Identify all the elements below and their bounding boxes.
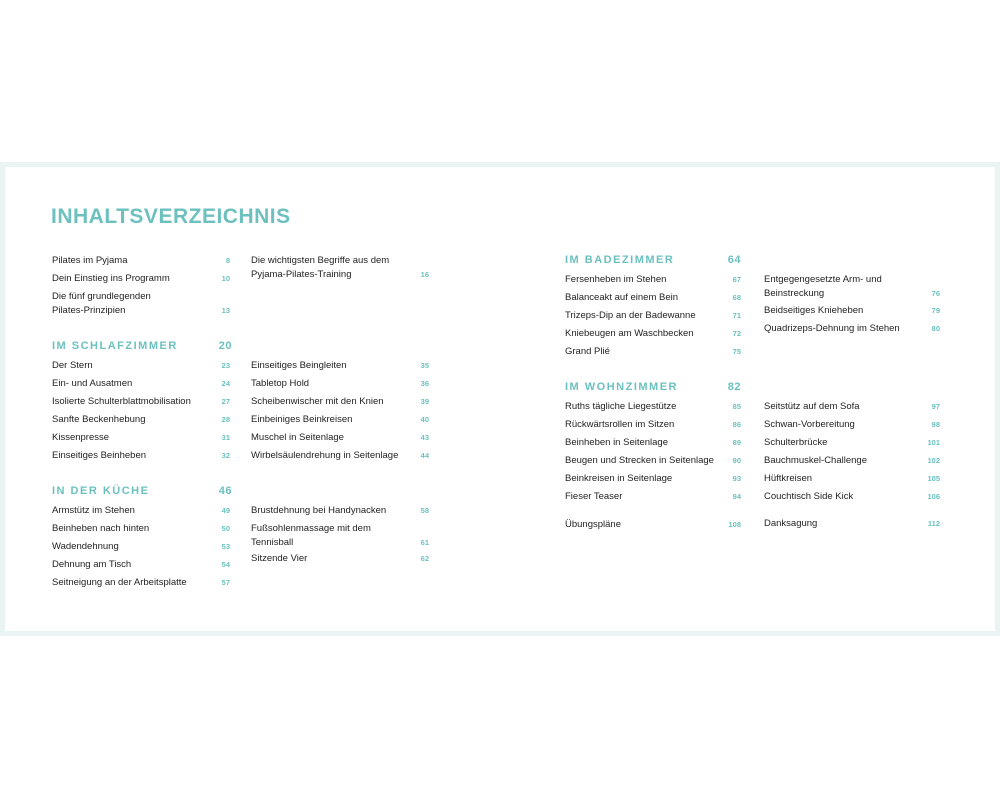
toc-entry[interactable] bbox=[565, 518, 743, 532]
toc-entry-page: 27 bbox=[221, 397, 230, 406]
toc-entry[interactable] bbox=[52, 290, 232, 317]
toc-entry-page: 53 bbox=[221, 542, 230, 551]
toc-entry[interactable] bbox=[52, 504, 232, 518]
toc-entry-page: 23 bbox=[221, 361, 230, 370]
toc-entry-page: 106 bbox=[927, 492, 940, 501]
toc-entry-title: Beinkreisen in Seitenlage bbox=[565, 473, 673, 484]
toc-entry-title: Fußsohlenmassage mit dem Tennisball bbox=[251, 523, 371, 548]
toc-entry-title: Wirbelsäulendrehung in Seitenlage bbox=[251, 450, 399, 461]
toc-entry-title: Entgegengesetzte Arm- und Beinstreckung bbox=[764, 274, 882, 299]
toc-entry-title: Schulterbrücke bbox=[764, 437, 828, 448]
toc-entry[interactable] bbox=[251, 254, 431, 281]
toc-entry-page: 68 bbox=[732, 293, 741, 302]
toc-entry-title: Tabletop Hold bbox=[251, 378, 310, 389]
toc-entry-title: Grand Plié bbox=[565, 346, 610, 357]
toc-entry-page: 61 bbox=[420, 537, 429, 547]
toc-entry[interactable] bbox=[52, 540, 232, 554]
toc-entry-page: 102 bbox=[927, 456, 940, 465]
toc-entry-title: Muschel in Seitenlage bbox=[251, 432, 344, 443]
section-page: 64 bbox=[727, 254, 741, 266]
toc-entry-page: 71 bbox=[732, 311, 741, 320]
toc-entry-page: 58 bbox=[420, 506, 429, 515]
toc-entry[interactable] bbox=[251, 504, 431, 518]
toc-entry-page: 36 bbox=[420, 379, 429, 388]
toc-entry-page: 40 bbox=[420, 415, 429, 424]
toc-entry-page: 101 bbox=[927, 438, 940, 447]
toc-entry[interactable] bbox=[565, 273, 743, 287]
toc-entry[interactable] bbox=[52, 558, 232, 572]
toc-entry-title: Quadrizeps-Dehnung im Stehen bbox=[764, 323, 900, 334]
toc-entry-title: Armstütz im Stehen bbox=[52, 505, 135, 516]
toc-entry[interactable] bbox=[52, 359, 232, 373]
toc-entry-title: Seitstütz auf dem Sofa bbox=[764, 401, 860, 412]
toc-entry-page: 44 bbox=[420, 451, 429, 460]
toc-entry-title: Bauchmuskel-Challenge bbox=[764, 455, 867, 466]
toc-entry-title: Rückwärtsrollen im Sitzen bbox=[565, 419, 675, 430]
toc-entry[interactable] bbox=[52, 431, 232, 445]
section-heading-wohnzimmer[interactable] bbox=[565, 381, 741, 393]
toc-entry-page: 35 bbox=[420, 361, 429, 370]
toc-entry[interactable] bbox=[251, 449, 431, 463]
toc-entry-title: Kissenpresse bbox=[52, 432, 110, 443]
toc-entry-page: 39 bbox=[420, 397, 429, 406]
toc-entry-page: 90 bbox=[732, 456, 741, 465]
toc-entry[interactable] bbox=[764, 436, 942, 450]
toc-entry-page: 57 bbox=[221, 578, 230, 587]
toc-entry[interactable] bbox=[764, 517, 942, 531]
toc-entry[interactable] bbox=[565, 327, 743, 341]
toc-entry-title: Couchtisch Side Kick bbox=[764, 491, 854, 502]
toc-entry[interactable] bbox=[764, 472, 942, 486]
section-title: IN DER KÜCHE bbox=[52, 485, 150, 497]
toc-entry-page: 75 bbox=[732, 347, 741, 356]
toc-entry-page: 54 bbox=[221, 560, 230, 569]
toc-entry[interactable] bbox=[565, 454, 743, 468]
toc-entry-page: 43 bbox=[420, 433, 429, 442]
toc-entry[interactable] bbox=[52, 576, 232, 590]
toc-entry-title: Wadendehnung bbox=[52, 541, 119, 552]
toc-entry-title: Beinheben nach hinten bbox=[52, 523, 150, 534]
toc-entry-title: Beidseitiges Knieheben bbox=[764, 305, 864, 316]
toc-entry-title: Isolierte Schulterblattmobilisation bbox=[52, 396, 191, 407]
toc-entry[interactable] bbox=[52, 254, 232, 268]
toc-entry[interactable] bbox=[764, 273, 942, 300]
toc-entry[interactable] bbox=[251, 377, 431, 391]
toc-entry-page: 85 bbox=[732, 402, 741, 411]
toc-entry[interactable] bbox=[764, 418, 942, 432]
toc-entry-page: 62 bbox=[420, 554, 429, 563]
toc-entry[interactable] bbox=[764, 400, 942, 414]
page-title: INHALTSVERZEICHNIS bbox=[51, 205, 291, 228]
toc-entry[interactable] bbox=[565, 436, 743, 450]
toc-entry-title: Dein Einstieg ins Programm bbox=[52, 273, 170, 284]
toc-entry[interactable] bbox=[52, 449, 232, 463]
toc-entry[interactable] bbox=[251, 552, 431, 566]
toc-entry-title: Scheibenwischer mit den Knien bbox=[251, 396, 384, 407]
toc-entry-title: Ein- und Ausatmen bbox=[52, 378, 133, 389]
section-title: IM BADEZIMMER bbox=[565, 254, 675, 266]
toc-entry-page: 24 bbox=[221, 379, 230, 388]
toc-entry[interactable] bbox=[565, 291, 743, 305]
toc-entry-title: Fersenheben im Stehen bbox=[565, 274, 667, 285]
section-page: 82 bbox=[727, 381, 741, 393]
toc-entry[interactable] bbox=[251, 431, 431, 445]
toc-entry[interactable] bbox=[565, 418, 743, 432]
toc-entry-page: 28 bbox=[221, 415, 230, 424]
toc-entry-title: Beinheben in Seitenlage bbox=[565, 437, 669, 448]
toc-entry[interactable] bbox=[52, 272, 232, 286]
toc-entry-page: 72 bbox=[732, 329, 741, 338]
toc-entry[interactable] bbox=[565, 345, 743, 359]
toc-entry-title: Schwan-Vorbereitung bbox=[764, 419, 855, 430]
toc-entry-page: 16 bbox=[420, 269, 429, 279]
toc-entry-page: 93 bbox=[732, 474, 741, 483]
toc-entry-title: Die wichtigsten Begriffe aus dem Pyjama-Pilates-Training bbox=[251, 255, 390, 280]
toc-entry-page: 97 bbox=[931, 402, 940, 411]
toc-entry[interactable] bbox=[251, 413, 431, 427]
toc-entry[interactable] bbox=[52, 522, 232, 536]
toc-entry[interactable] bbox=[764, 304, 942, 318]
toc-entry-page: 89 bbox=[732, 438, 741, 447]
section-heading-badezimmer[interactable] bbox=[565, 254, 741, 266]
toc-entry-title: Übungspläne bbox=[565, 519, 621, 530]
toc-entry-title: Seitneigung an der Arbeitsplatte bbox=[52, 577, 187, 588]
toc-entry[interactable] bbox=[251, 359, 431, 373]
toc-entry-page: 32 bbox=[221, 451, 230, 460]
toc-entry[interactable] bbox=[764, 322, 942, 336]
toc-entry-page: 79 bbox=[931, 306, 940, 315]
toc-entry-title: Ruths tägliche Liegestütze bbox=[565, 401, 677, 412]
toc-entry-page: 49 bbox=[221, 506, 230, 515]
toc-entry-title: Dehnung am Tisch bbox=[52, 559, 132, 570]
toc-entry[interactable] bbox=[251, 522, 431, 549]
toc-entry[interactable] bbox=[52, 395, 232, 409]
section-heading-kueche[interactable] bbox=[52, 485, 232, 497]
toc-entry-page: 98 bbox=[931, 420, 940, 429]
toc-entry[interactable] bbox=[764, 454, 942, 468]
toc-entry-page: 105 bbox=[927, 474, 940, 483]
toc-entry-page: 13 bbox=[221, 305, 230, 315]
toc-entry-page: 10 bbox=[221, 274, 230, 283]
toc-entry-title: Balanceakt auf einem Bein bbox=[565, 292, 679, 303]
toc-entry[interactable] bbox=[565, 309, 743, 323]
toc-entry-title: Sitzende Vier bbox=[251, 553, 308, 564]
toc-entry-title: Die fünf grundlegenden Pilates-Prinzipien bbox=[52, 291, 151, 316]
toc-entry-title: Brustdehnung bei Handynacken bbox=[251, 505, 387, 516]
toc-entry-page: 108 bbox=[728, 520, 741, 529]
toc-entry-title: Der Stern bbox=[52, 360, 93, 371]
toc-entry[interactable] bbox=[52, 377, 232, 391]
toc-entry[interactable] bbox=[565, 490, 743, 504]
toc-entry-title: Pilates im Pyjama bbox=[52, 255, 128, 266]
toc-entry-page: 50 bbox=[221, 524, 230, 533]
toc-entry-title: Einseitiges Beinheben bbox=[52, 450, 147, 461]
toc-entry-page: 112 bbox=[927, 519, 940, 528]
toc-entry-page: 80 bbox=[931, 324, 940, 333]
toc-entry[interactable] bbox=[565, 472, 743, 486]
toc-entry-title: Sanfte Beckenhebung bbox=[52, 414, 146, 425]
toc-entry-title: Danksagung bbox=[764, 518, 818, 529]
toc-entry-title: Kniebeugen am Waschbecken bbox=[565, 328, 694, 339]
toc-entry-page: 94 bbox=[732, 492, 741, 501]
toc-entry-title: Fieser Teaser bbox=[565, 491, 623, 502]
section-title: IM SCHLAFZIMMER bbox=[52, 340, 178, 352]
toc-entry[interactable] bbox=[565, 400, 743, 414]
toc-entry[interactable] bbox=[764, 490, 942, 504]
section-title: IM WOHNZIMMER bbox=[565, 381, 678, 393]
section-page: 20 bbox=[218, 340, 232, 352]
toc-entry-title: Hüftkreisen bbox=[764, 473, 813, 484]
toc-entry-title: Einseitiges Beingleiten bbox=[251, 360, 347, 371]
section-page: 46 bbox=[218, 485, 232, 497]
toc-entry[interactable] bbox=[52, 413, 232, 427]
toc-entry-page: 31 bbox=[221, 433, 230, 442]
toc-entry-title: Trizeps-Dip an der Badewanne bbox=[565, 310, 696, 321]
toc-entry-page: 86 bbox=[732, 420, 741, 429]
toc-entry-title: Beugen und Strecken in Seitenlage bbox=[565, 455, 714, 466]
toc-entry-page: 67 bbox=[732, 275, 741, 284]
section-heading-schlafzimmer[interactable] bbox=[52, 340, 232, 352]
toc-entry-page: 8 bbox=[225, 256, 230, 265]
toc-entry-title: Einbeiniges Beinkreisen bbox=[251, 414, 353, 425]
toc-entry-page: 76 bbox=[931, 288, 940, 298]
toc-entry[interactable] bbox=[251, 395, 431, 409]
